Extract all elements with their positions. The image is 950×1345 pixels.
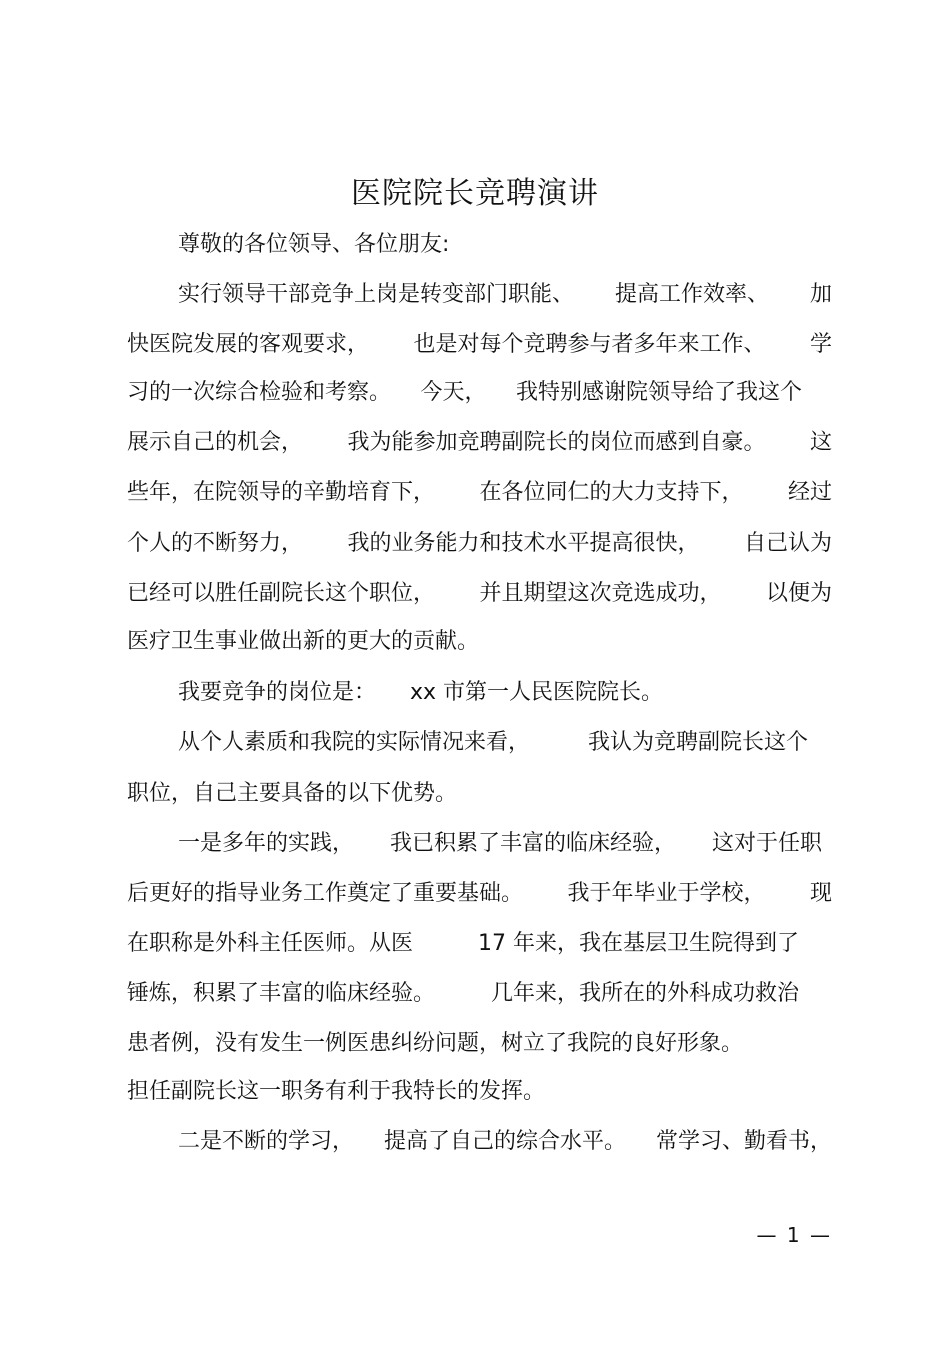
text-line [127,473,832,513]
text-segment: 加 [809,282,832,307]
text-line [127,423,832,463]
text-segment: 后更好的指导业务工作奠定了重要基础。 [127,881,524,906]
text-segment: 提高了自己的综合水平。 [383,1129,626,1154]
text-segment: 几年来，我所在的外科成功救治 [490,981,799,1006]
text-line [127,1024,832,1064]
text-line [127,874,832,914]
text-segment: 自己认为 [743,531,832,556]
text-line [178,723,808,763]
text-segment: 二是不断的学习， [178,1129,355,1154]
text-segment: 担任副院长这一职务有利于我特长的发挥。 [127,1079,546,1104]
page-number: — 1 — [756,1223,832,1247]
text-line [127,574,832,614]
text-segment: 职位，自己主要具备的以下优势。 [127,781,458,806]
text-segment: 我的业务能力和技术水平提高很快， [347,531,700,556]
document-title: 医院院长竞聘演讲 [351,176,599,211]
text-segment: 这对于任职 [711,831,822,856]
text-segment: 以便为 [765,581,832,606]
text-line [127,974,799,1014]
text-segment: 些年，在院领导的辛勤培育下， [127,480,436,505]
text-segment: 从个人素质和我院的实际情况来看， [178,730,531,755]
text-segment: 我特别感谢院领导给了我这个 [515,380,802,405]
text-segment: 我认为竞聘副院长这个 [587,730,808,755]
salutation-line [178,225,832,265]
text-segment: 锤炼，积累了丰富的临床经验。 [127,981,436,1006]
text-segment: 展示自己的机会， [127,430,304,455]
text-segment: 尊敬的各位领导、各位朋友: [178,232,450,257]
text-segment: 我于年毕业于学校， [567,881,766,906]
text-line [127,373,802,413]
text-segment: 已经可以胜任副院长这个职位， [127,581,436,606]
text-segment: 常学习、勤看书， [655,1129,832,1154]
text-segment: 我要竞争的岗位是： [178,680,377,705]
text-segment: 今天， [420,380,487,405]
text-line [127,1072,832,1112]
text-line [178,824,822,864]
text-segment: 在各位同仁的大力支持下， [479,480,744,505]
text-segment: 快医院发展的客观要求， [127,332,370,357]
text-line [127,524,832,564]
text-segment: 患者例，没有发生一例医患纠纷问题，树立了我院的良好形象。 [127,1031,744,1056]
text-segment: 我已积累了丰富的临床经验， [389,831,676,856]
text-segment: 提高工作效率、 [614,282,769,307]
text-line [127,325,832,365]
text-segment: 我为能参加竞聘副院长的岗位而感到自豪。 [347,430,766,455]
text-segment: 在职称是外科主任医师。从医 [127,931,414,956]
text-segment: 习的一次综合检验和考察。 [127,380,392,405]
text-segment: 个人的不断努力， [127,531,304,556]
text-line [178,275,832,315]
text-line [127,622,832,662]
text-segment: 一是多年的实践， [178,831,355,856]
text-segment: 经过 [787,480,832,505]
text-segment: 这 [809,430,832,455]
text-line [178,673,832,713]
text-segment: 并且期望这次竞选成功， [479,581,722,606]
text-segment: 医疗卫生事业做出新的更大的贡献。 [127,629,480,654]
text-line [127,924,799,964]
text-segment: 也是对每个竞聘参与者多年来工作、 [413,332,766,357]
text-segment: 实行领导干部竞争上岗是转变部门职能、 [178,282,575,307]
text-segment: 17 年来，我在基层卫生院得到了 [478,931,799,956]
text-segment: 学 [809,332,832,357]
text-segment: xx 市第一人民医院院长。 [410,680,664,705]
text-segment: 现 [809,881,832,906]
text-line [127,774,832,814]
text-line [178,1122,832,1162]
